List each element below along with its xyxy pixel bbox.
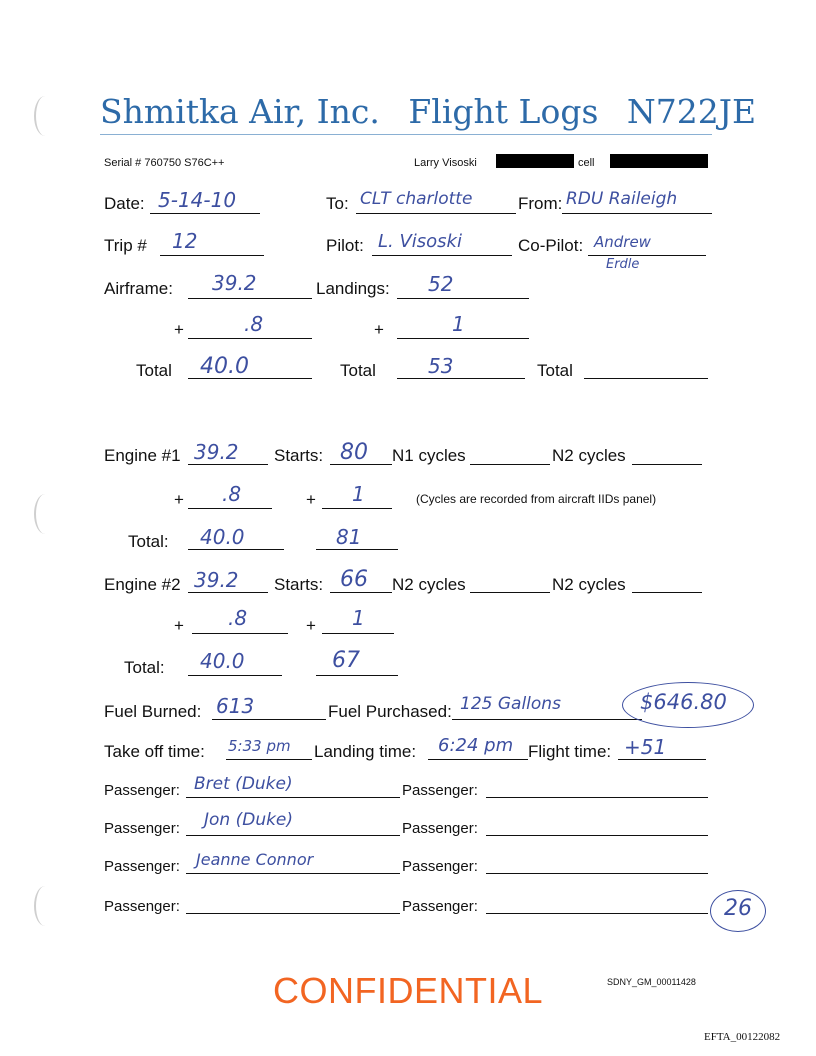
- engine1-total-line: [188, 549, 284, 550]
- passenger-line: [186, 913, 400, 914]
- engine2-total-value: 40.0: [200, 649, 245, 673]
- copilot-label: Co-Pilot:: [518, 236, 584, 255]
- from-value: RDU Raileigh: [566, 189, 678, 209]
- engine1-n2-line: [632, 464, 702, 465]
- airframe-add-value: .8: [244, 312, 264, 336]
- confidential-stamp: CONFIDENTIAL: [272, 970, 544, 1011]
- copilot-value-line1: Andrew: [594, 233, 651, 251]
- landings-value: 52: [428, 272, 454, 296]
- passenger-line: [486, 835, 708, 836]
- punch-hole-middle: [34, 494, 56, 534]
- engine2-total-label: Total:: [124, 658, 165, 677]
- third-total-line: [584, 378, 708, 379]
- passenger-3-value: Jeanne Connor: [196, 850, 314, 869]
- engine2-total-line: [188, 675, 282, 676]
- takeoff-line: [226, 759, 312, 760]
- to-line: [356, 213, 516, 214]
- trip-label: Trip #: [104, 236, 147, 255]
- fuel-purchased-label: Fuel Purchased:: [328, 702, 452, 721]
- passenger-line: [186, 835, 400, 836]
- passenger-line: [486, 913, 708, 914]
- redaction-box: [496, 154, 574, 168]
- pilot-value: L. Visoski: [378, 231, 462, 252]
- engine1-total-value: 40.0: [200, 525, 245, 549]
- engine1-n2-label: N2 cycles: [552, 446, 626, 465]
- engine1-starts-value: 80: [340, 440, 368, 465]
- title-company: Shmitka Air, Inc.: [100, 92, 380, 131]
- passenger-label: Passenger:: [104, 858, 180, 875]
- flight-time-value: +51: [624, 735, 667, 759]
- takeoff-label: Take off time:: [104, 742, 205, 761]
- engine1-n1-line: [470, 464, 550, 465]
- passenger-line: [186, 873, 400, 874]
- engine2-n2-line-2: [632, 592, 702, 593]
- landings-total-line: [397, 378, 525, 379]
- engine2-starts-plus: +: [306, 616, 316, 635]
- engine1-starts-total-line: [316, 549, 398, 550]
- landings-add-line: [397, 338, 529, 339]
- engine2-hours-value: 39.2: [194, 568, 239, 592]
- passenger-label: Passenger:: [402, 858, 478, 875]
- flight-time-line: [618, 759, 706, 760]
- engine1-plus: +: [174, 490, 184, 509]
- flight-time-label: Flight time:: [528, 742, 612, 761]
- airframe-line: [188, 298, 312, 299]
- engine2-n2-line-1: [470, 592, 550, 593]
- engine2-starts-add-value: 1: [352, 606, 365, 630]
- passenger-line: [186, 797, 400, 798]
- airframe-add-line: [188, 338, 312, 339]
- punch-hole-top: [34, 96, 56, 136]
- engine1-label: Engine #1: [104, 446, 181, 465]
- fuel-cost-value: $646.80: [640, 690, 727, 714]
- takeoff-value: 5:33 pm: [228, 737, 291, 755]
- engine1-total-label: Total:: [128, 532, 169, 551]
- title-rule: [100, 134, 712, 135]
- landings-line: [397, 298, 529, 299]
- fuel-burned-label: Fuel Burned:: [104, 702, 202, 721]
- punch-hole-bottom: [34, 886, 56, 926]
- engine1-hours-value: 39.2: [194, 440, 239, 464]
- landing-time-value: 6:24 pm: [438, 735, 514, 756]
- trip-value: 12: [172, 229, 198, 253]
- copilot-value-line2: Erdle: [606, 257, 640, 272]
- cycles-note: (Cycles are recorded from aircraft IIDs panel): [416, 492, 657, 506]
- redaction-box: [610, 154, 708, 168]
- title-logs: Flight Logs: [408, 92, 599, 131]
- engine2-add-line: [192, 633, 288, 634]
- engine1-starts-label: Starts:: [274, 446, 324, 465]
- date-line: [150, 213, 260, 214]
- bates-number: SDNY_GM_00011428: [607, 977, 696, 987]
- page-number: 26: [724, 896, 752, 921]
- engine2-n2-label-1: N2 cycles: [392, 575, 466, 594]
- landings-total-value: 53: [428, 354, 454, 378]
- pilot-label: Pilot:: [326, 236, 364, 255]
- date-label: Date:: [104, 194, 145, 213]
- passenger-line: [486, 873, 708, 874]
- engine1-starts-total-value: 81: [336, 525, 362, 549]
- engine2-add-value: .8: [228, 606, 248, 630]
- airframe-value: 39.2: [212, 271, 257, 295]
- passenger-1-value: Bret (Duke): [194, 774, 293, 794]
- passenger-line: [486, 797, 708, 798]
- passenger-label: Passenger:: [402, 820, 478, 837]
- pilot-line: [372, 255, 512, 256]
- landing-time-line: [428, 759, 528, 760]
- engine2-starts-label: Starts:: [274, 575, 324, 594]
- engine2-starts-value: 66: [340, 567, 368, 592]
- engine2-n2-label-2: N2 cycles: [552, 575, 626, 594]
- engine1-add-line: [188, 508, 272, 509]
- landing-time-label: Landing time:: [314, 742, 417, 761]
- fuel-burned-line: [212, 719, 326, 720]
- passenger-label: Passenger:: [402, 782, 478, 799]
- fuel-purchased-value: 125 Gallons: [460, 694, 561, 714]
- engine1-starts-plus: +: [306, 490, 316, 509]
- airframe-label: Airframe:: [104, 279, 173, 298]
- efta-number: EFTA_00122082: [704, 1031, 781, 1043]
- landings-total-label: Total: [340, 361, 376, 380]
- contact-name: Larry Visoski: [414, 157, 477, 169]
- engine2-label: Engine #2: [104, 575, 181, 594]
- airframe-total-value: 40.0: [200, 354, 249, 379]
- engine2-starts-line: [330, 592, 392, 593]
- passenger-label: Passenger:: [104, 898, 180, 915]
- landings-label: Landings:: [316, 279, 390, 298]
- passenger-2-value: Jon (Duke): [204, 810, 294, 830]
- date-value: 5-14-10: [158, 188, 237, 212]
- engine2-starts-total-value: 67: [332, 648, 360, 673]
- engine1-starts-add-value: 1: [352, 482, 365, 506]
- trip-line: [160, 255, 264, 256]
- engine2-hours-line: [188, 592, 268, 593]
- fuel-purchased-line: [452, 719, 642, 720]
- engine1-n1-label: N1 cycles: [392, 446, 466, 465]
- passenger-label: Passenger:: [104, 782, 180, 799]
- copilot-line: [588, 255, 706, 256]
- engine2-plus: +: [174, 616, 184, 635]
- airframe-plus: +: [174, 320, 184, 339]
- to-value: CLT charlotte: [360, 189, 473, 209]
- from-label: From:: [518, 194, 563, 213]
- engine2-starts-add-line: [322, 633, 394, 634]
- serial-number: Serial # 760750 S76C++: [104, 157, 225, 169]
- cell-label: cell: [578, 157, 595, 169]
- fuel-burned-value: 613: [216, 694, 255, 718]
- landings-add-value: 1: [452, 312, 465, 336]
- passenger-label: Passenger:: [402, 898, 478, 915]
- passenger-label: Passenger:: [104, 820, 180, 837]
- airframe-total-label: Total: [136, 361, 172, 380]
- engine2-starts-total-line: [316, 675, 398, 676]
- to-label: To:: [326, 194, 349, 213]
- title-tail-number: N722JE: [626, 92, 757, 131]
- landings-plus: +: [374, 320, 384, 339]
- page-title: [100, 92, 774, 131]
- engine1-add-value: .8: [222, 482, 242, 506]
- engine1-hours-line: [188, 464, 268, 465]
- from-line: [562, 213, 712, 214]
- engine1-starts-add-line: [322, 508, 392, 509]
- third-total-label: Total: [537, 361, 573, 380]
